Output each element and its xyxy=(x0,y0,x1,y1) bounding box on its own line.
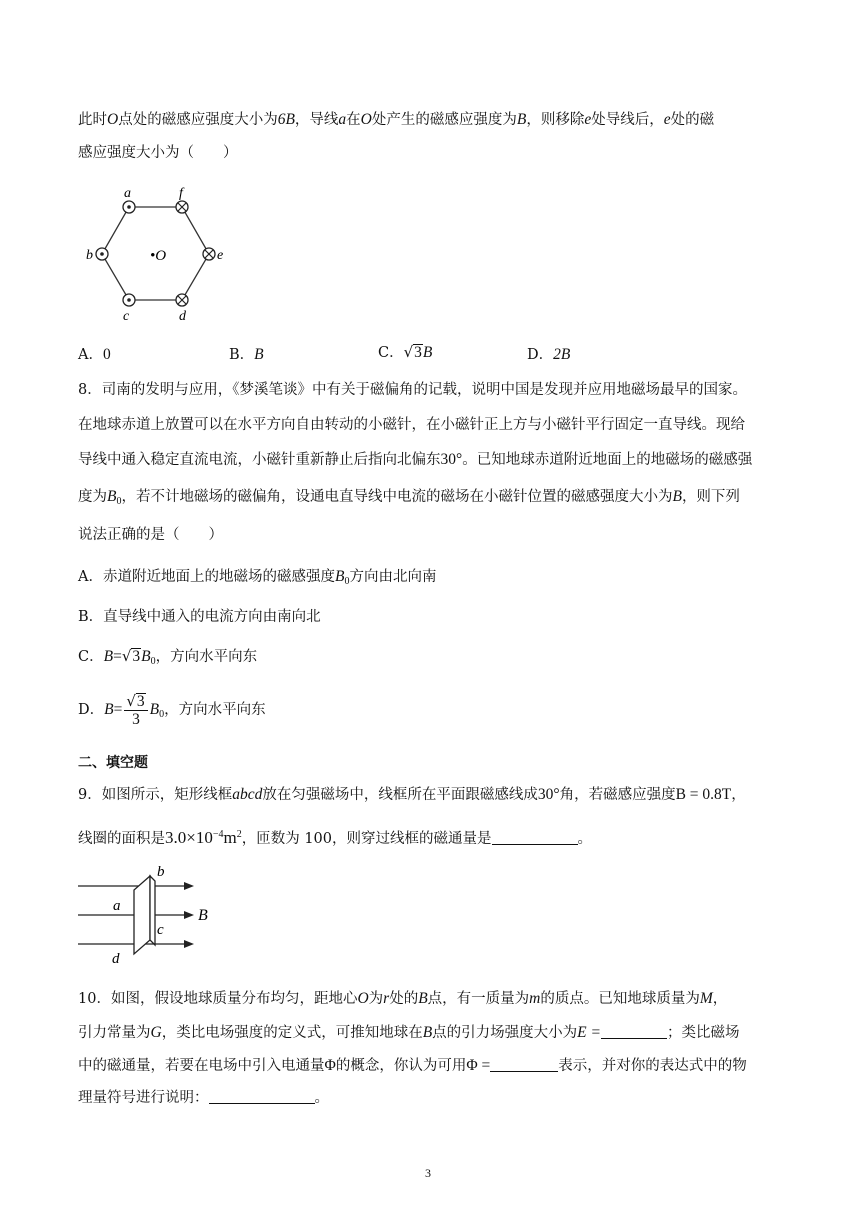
rectangular-frame-figure xyxy=(78,862,218,972)
fraction-sqrt3-over-3: $\frac{√3}{3}$ xyxy=(124,693,147,728)
wire-b-dot-icon xyxy=(96,248,108,260)
q10-line3: 中的磁通量，若要在电场中引入电通量Φ的概念，你认为可用Φ = 表示，并对你的表达式中的物 xyxy=(78,1057,747,1074)
wire-a-dot-icon xyxy=(123,201,135,213)
q8-line2: 在地球赤道上放置可以在水平方向自由转动的小磁针，在小磁针正上方与小磁针平行固定一直导线。现给 xyxy=(78,417,745,433)
label-d: d xyxy=(179,309,186,320)
wire-c-dot-icon xyxy=(123,294,135,306)
q10-explanation-blank[interactable] xyxy=(209,1089,315,1104)
q10-field-strength-blank[interactable] xyxy=(601,1024,667,1039)
q7-line1: 此时O点处的磁感应强度大小为6B，导线a在O处产生的磁感应强度为B，则移除e处导线后，e处的磁 xyxy=(78,111,715,128)
wire-d-cross-icon xyxy=(176,294,188,306)
q10-line1: 10．如图，假设地球质量分布均匀，距地心O为r处的B点，有一质量为m的质点。已知地球质量为M， xyxy=(78,990,728,1007)
label-B-field: B xyxy=(198,907,208,924)
q7-option-d: D．2B xyxy=(527,346,571,363)
q9-answer-blank[interactable] xyxy=(492,830,578,845)
label-e: e xyxy=(217,248,224,263)
label-a: a xyxy=(124,186,131,201)
arrow-head-1 xyxy=(184,882,194,890)
q8-option-a: A．赤道附近地面上的地磁场的磁感强度$B_0$方向由北向南 xyxy=(78,568,437,587)
label-a: a xyxy=(113,898,121,914)
q10-line4: 理量符号进行说明： 。 xyxy=(78,1090,329,1106)
q9-line2: 线圈的面积是$3.0\times 10^{-4}m^2$，匝数为 100，则穿过线框的磁通量是 。 xyxy=(78,828,593,847)
q8-line1: 8．司南的发明与应用，《梦溪笔谈》中有关于磁偏角的记载，说明中国是发现并应用地磁场最早的国家。 xyxy=(78,382,747,398)
q8-line5: 说法正确的是（ ） xyxy=(78,527,223,543)
q7-option-b: B．B xyxy=(229,346,264,363)
frame-front-face xyxy=(134,876,150,954)
q7-option-c: C．√3B xyxy=(378,343,433,361)
q7-line2: 感应强度大小为（ ） xyxy=(78,145,238,161)
arrow-head-2 xyxy=(184,911,194,919)
wire-e-cross-icon xyxy=(203,248,215,260)
q10-line2: 引力常量为G，类比电场强度的定义式，可推知地球在B点的引力场强度大小为E = ；类比磁场 xyxy=(78,1024,740,1041)
frame-side-face xyxy=(150,876,155,945)
page-number: 3 xyxy=(425,1166,431,1180)
label-c: c xyxy=(157,922,164,938)
q8-option-c: C．$B=√3B_0$，方向水平向东 xyxy=(78,647,258,667)
label-b: b xyxy=(157,864,165,880)
label-d: d xyxy=(112,951,120,967)
q9-line1: 9．如图所示，矩形线框abcd放在匀强磁场中，线框所在平面跟磁感线成30°角，若磁感应强度B = 0.8T， xyxy=(78,786,746,803)
label-b: b xyxy=(86,248,93,263)
hexagon-wire-figure xyxy=(80,180,240,320)
q8-line3: 导线中通入稳定直流电流，小磁针重新静止后指向北偏东30°。已知地球赤道附近地面上的地磁场的磁感强 xyxy=(78,451,753,468)
label-f: f xyxy=(179,186,183,201)
section-title-fill-blank: 二、填空题 xyxy=(78,755,148,771)
label-center-O: •O xyxy=(150,248,167,264)
wire-f-cross-icon xyxy=(176,201,188,213)
label-c: c xyxy=(123,309,130,320)
q10-flux-blank[interactable] xyxy=(490,1057,558,1072)
q7-option-a: A．0 xyxy=(78,346,111,363)
q8-line4: 度为$B_0$，若不计地磁场的磁偏角，设通电直导线中电流的磁场在小磁针位置的磁感强度大小为B，则下列 xyxy=(78,488,740,507)
q8-option-d: D．B= $\frac{√3}{3}$ $B_0$，方向水平向东 xyxy=(78,691,266,728)
arrow-head-3 xyxy=(184,940,194,948)
q8-option-b: B．直导线中通入的电流方向由南向北 xyxy=(78,609,321,625)
